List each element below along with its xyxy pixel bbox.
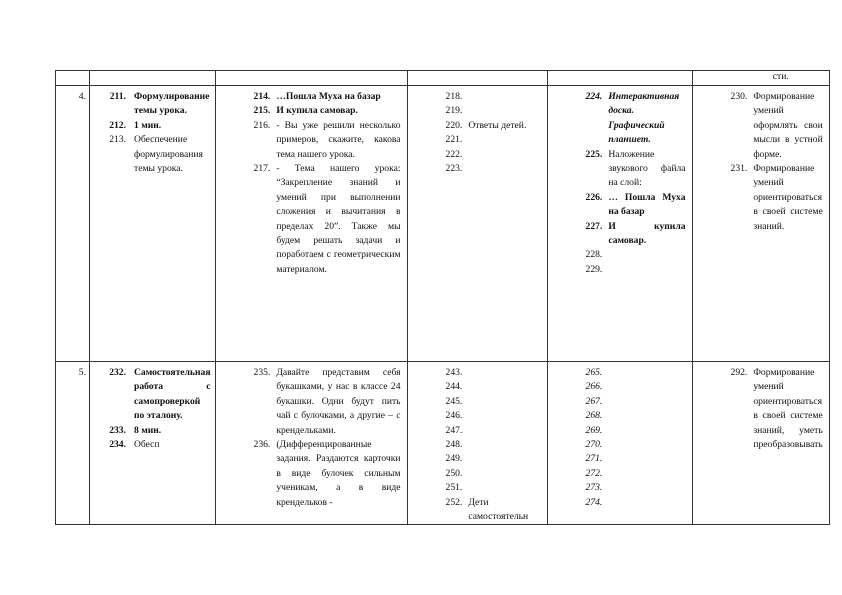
item-text: … Пошла Муха на базар bbox=[608, 191, 686, 218]
item-text bbox=[608, 452, 685, 466]
item-number: 271. bbox=[585, 453, 603, 465]
item-text bbox=[468, 366, 542, 380]
list-item bbox=[446, 395, 543, 409]
list-item bbox=[731, 162, 823, 234]
item-text bbox=[468, 481, 542, 495]
teacher-activity-list bbox=[216, 86, 407, 277]
cell-col6-tail bbox=[692, 71, 829, 86]
item-text bbox=[468, 148, 542, 162]
item-number: 213. bbox=[109, 134, 126, 146]
item-number: 222. bbox=[445, 148, 463, 160]
item-text: Формулирование темы урока. bbox=[134, 91, 210, 117]
item-text: Самостоятельная работа с самопроверкой по эталону. bbox=[134, 367, 211, 422]
item-number: 274. bbox=[585, 496, 603, 508]
item-text bbox=[608, 496, 685, 510]
item-text: Формирование умений оформлять свои мысли в устной форме. bbox=[753, 91, 823, 160]
item-text bbox=[468, 438, 542, 452]
list-item bbox=[446, 467, 543, 481]
list-item bbox=[586, 191, 686, 220]
list-item bbox=[586, 481, 686, 495]
item-text bbox=[468, 467, 542, 481]
list-item bbox=[586, 452, 686, 466]
item-number: 248. bbox=[445, 439, 463, 451]
item-number: 224. bbox=[585, 91, 603, 102]
item-number: 229. bbox=[585, 263, 603, 275]
stage-cell bbox=[90, 362, 216, 525]
item-number: 234. bbox=[109, 439, 126, 451]
item-number: 217. bbox=[253, 163, 271, 175]
list-item bbox=[446, 148, 543, 162]
list-item bbox=[254, 119, 401, 162]
list-item bbox=[586, 90, 686, 148]
list-item bbox=[254, 366, 401, 438]
item-text bbox=[468, 162, 542, 176]
uud-cell bbox=[692, 362, 829, 525]
list-item bbox=[254, 438, 401, 510]
list-item bbox=[586, 496, 686, 510]
list-item bbox=[446, 481, 543, 495]
item-number: 233. bbox=[109, 424, 126, 436]
item-text bbox=[608, 248, 685, 262]
row-number-cell bbox=[56, 362, 90, 525]
cell-empty bbox=[547, 71, 692, 86]
table-row-4 bbox=[56, 86, 830, 362]
item-text: Давайте представим себя букашками, у нас в классе 24 букашки. Одни будут пить чай с булочками, а другие – с крендельками. bbox=[276, 367, 401, 436]
list-item bbox=[92, 366, 211, 424]
stage-list bbox=[90, 86, 215, 176]
table-row-continued bbox=[56, 71, 830, 86]
row-number-cell bbox=[56, 86, 90, 362]
item-number: 211. bbox=[109, 91, 126, 102]
list-item bbox=[446, 119, 543, 133]
item-text: 1 мин. bbox=[134, 119, 162, 131]
list-item bbox=[92, 424, 211, 438]
list-item bbox=[446, 104, 543, 118]
list-item bbox=[254, 162, 401, 277]
list-item bbox=[586, 467, 686, 481]
row-number: 4. bbox=[78, 91, 86, 102]
item-text bbox=[608, 380, 685, 394]
lesson-table bbox=[55, 70, 830, 525]
list-item bbox=[586, 380, 686, 394]
stage-cell bbox=[90, 86, 216, 362]
item-text bbox=[468, 133, 542, 147]
resources-cell bbox=[547, 86, 692, 362]
item-number: 219. bbox=[445, 105, 463, 117]
item-text: - Тема нашего урока: “Закрепление знаний и умений при выполнении сложения и вычитания в пределах 20”. Также мы будем решать задачи и поработаем с геометрическим материалом. bbox=[276, 163, 401, 275]
item-text bbox=[608, 481, 685, 495]
item-number: 225. bbox=[585, 148, 603, 160]
item-number: 292. bbox=[730, 367, 748, 378]
list-item bbox=[586, 148, 686, 191]
item-text: Дети самостоятельн bbox=[468, 496, 529, 523]
list-item bbox=[586, 366, 686, 380]
item-number: 269. bbox=[585, 424, 603, 436]
item-text: Наложение звукового файла на слой: bbox=[608, 148, 686, 189]
list-item bbox=[446, 409, 543, 423]
item-number: 244. bbox=[445, 381, 463, 393]
item-number: 247. bbox=[445, 424, 463, 436]
list-item bbox=[586, 438, 686, 452]
item-text: Формирование умений ориентироваться в своей системе знаний. bbox=[753, 163, 823, 232]
teacher-cell bbox=[215, 86, 407, 362]
list-item bbox=[92, 90, 211, 119]
item-text bbox=[608, 438, 685, 452]
item-number: 231. bbox=[730, 163, 748, 175]
item-text bbox=[608, 366, 685, 380]
item-number: 267. bbox=[585, 395, 603, 407]
item-number: 221. bbox=[445, 134, 463, 146]
item-number: 246. bbox=[445, 410, 463, 422]
list-item bbox=[446, 424, 543, 438]
student-cell bbox=[407, 86, 547, 362]
resources-cell bbox=[547, 362, 692, 525]
item-text bbox=[468, 90, 542, 104]
item-number: 272. bbox=[585, 467, 603, 479]
item-number: 250. bbox=[445, 467, 463, 479]
item-number: 249. bbox=[445, 453, 463, 465]
list-item bbox=[446, 438, 543, 452]
item-text: Обесп bbox=[134, 439, 160, 451]
list-item bbox=[446, 366, 543, 380]
item-number: 252. bbox=[445, 496, 463, 508]
list-item bbox=[254, 90, 401, 104]
item-number: 226. bbox=[585, 191, 603, 203]
item-number: 251. bbox=[445, 482, 463, 494]
item-number: 273. bbox=[585, 482, 603, 494]
item-number: 245. bbox=[445, 395, 463, 407]
item-number: 214. bbox=[253, 91, 271, 102]
item-text: 8 мин. bbox=[134, 424, 162, 436]
list-item bbox=[586, 263, 686, 277]
list-item bbox=[446, 90, 543, 104]
item-text bbox=[608, 467, 685, 481]
item-text: - Вы уже решили несколько примеров, скажите, какова тема нашего урока. bbox=[276, 119, 401, 160]
resources-list bbox=[548, 362, 692, 510]
student-activity-list bbox=[408, 86, 547, 176]
item-number: 228. bbox=[585, 249, 603, 261]
item-text bbox=[608, 409, 685, 423]
item-number: 232. bbox=[109, 367, 126, 378]
item-number: 223. bbox=[445, 163, 463, 175]
item-text bbox=[468, 104, 542, 118]
item-text bbox=[468, 452, 542, 466]
list-item bbox=[586, 220, 686, 249]
resources-list bbox=[548, 86, 692, 277]
teacher-activity-list bbox=[216, 362, 407, 510]
item-number: 218. bbox=[445, 91, 463, 102]
item-text: Обеспечение формулирования темы урока. bbox=[134, 134, 203, 175]
list-item bbox=[731, 366, 823, 452]
item-text bbox=[608, 263, 685, 277]
list-item bbox=[254, 104, 401, 118]
student-cell bbox=[407, 362, 547, 525]
list-item bbox=[586, 248, 686, 262]
item-number: 236. bbox=[253, 439, 271, 451]
list-item bbox=[92, 438, 211, 452]
uud-cell bbox=[692, 86, 829, 362]
list-item bbox=[92, 119, 211, 133]
cell-empty bbox=[407, 71, 547, 86]
item-number: 243. bbox=[445, 367, 463, 378]
list-item bbox=[446, 380, 543, 394]
item-text bbox=[468, 409, 542, 423]
item-text bbox=[608, 395, 685, 409]
uud-list bbox=[693, 362, 829, 452]
item-number: 220. bbox=[445, 119, 463, 131]
item-text: …Пошла Муха на базар bbox=[276, 91, 381, 102]
col6-tail-text: сти. bbox=[772, 71, 789, 82]
item-number: 266. bbox=[585, 381, 603, 393]
list-item bbox=[446, 133, 543, 147]
item-text: Формирование умений ориентироваться в своей системе знаний, уметь преобразовывать bbox=[753, 367, 823, 451]
item-text: Интерактивная доска. Графический планшет. bbox=[608, 91, 680, 146]
cell-empty bbox=[56, 71, 90, 86]
row-number: 5. bbox=[78, 367, 86, 378]
item-number: 265. bbox=[585, 367, 603, 378]
item-text: Ответы детей. bbox=[468, 119, 527, 131]
teacher-cell bbox=[215, 362, 407, 525]
item-number: 215. bbox=[253, 105, 271, 117]
item-number: 216. bbox=[253, 119, 271, 131]
item-number: 235. bbox=[253, 367, 271, 378]
item-text: (Дифференцированные задания. Раздаются карточки в виде булочек сильным ученикам, а в виде крендельков - bbox=[276, 439, 401, 508]
item-text bbox=[608, 424, 685, 438]
list-item bbox=[446, 162, 543, 176]
uud-list bbox=[693, 86, 829, 234]
stage-list bbox=[90, 362, 215, 452]
item-text bbox=[468, 424, 542, 438]
student-activity-list bbox=[408, 362, 547, 524]
item-text bbox=[468, 395, 542, 409]
item-number: 268. bbox=[585, 410, 603, 422]
list-item bbox=[586, 424, 686, 438]
cell-empty bbox=[90, 71, 216, 86]
item-number: 270. bbox=[585, 439, 603, 451]
item-number: 227. bbox=[585, 220, 603, 232]
item-text: И купила самовар. bbox=[608, 220, 686, 247]
item-text bbox=[468, 380, 542, 394]
item-number: 230. bbox=[730, 91, 748, 102]
list-item bbox=[92, 133, 211, 176]
item-number: 212. bbox=[109, 119, 126, 131]
table-row-5 bbox=[56, 362, 830, 525]
list-item bbox=[446, 496, 543, 525]
list-item bbox=[586, 395, 686, 409]
list-item bbox=[731, 90, 823, 162]
item-text: И купила самовар. bbox=[276, 105, 358, 117]
cell-empty bbox=[215, 71, 407, 86]
list-item bbox=[586, 409, 686, 423]
list-item bbox=[446, 452, 543, 466]
